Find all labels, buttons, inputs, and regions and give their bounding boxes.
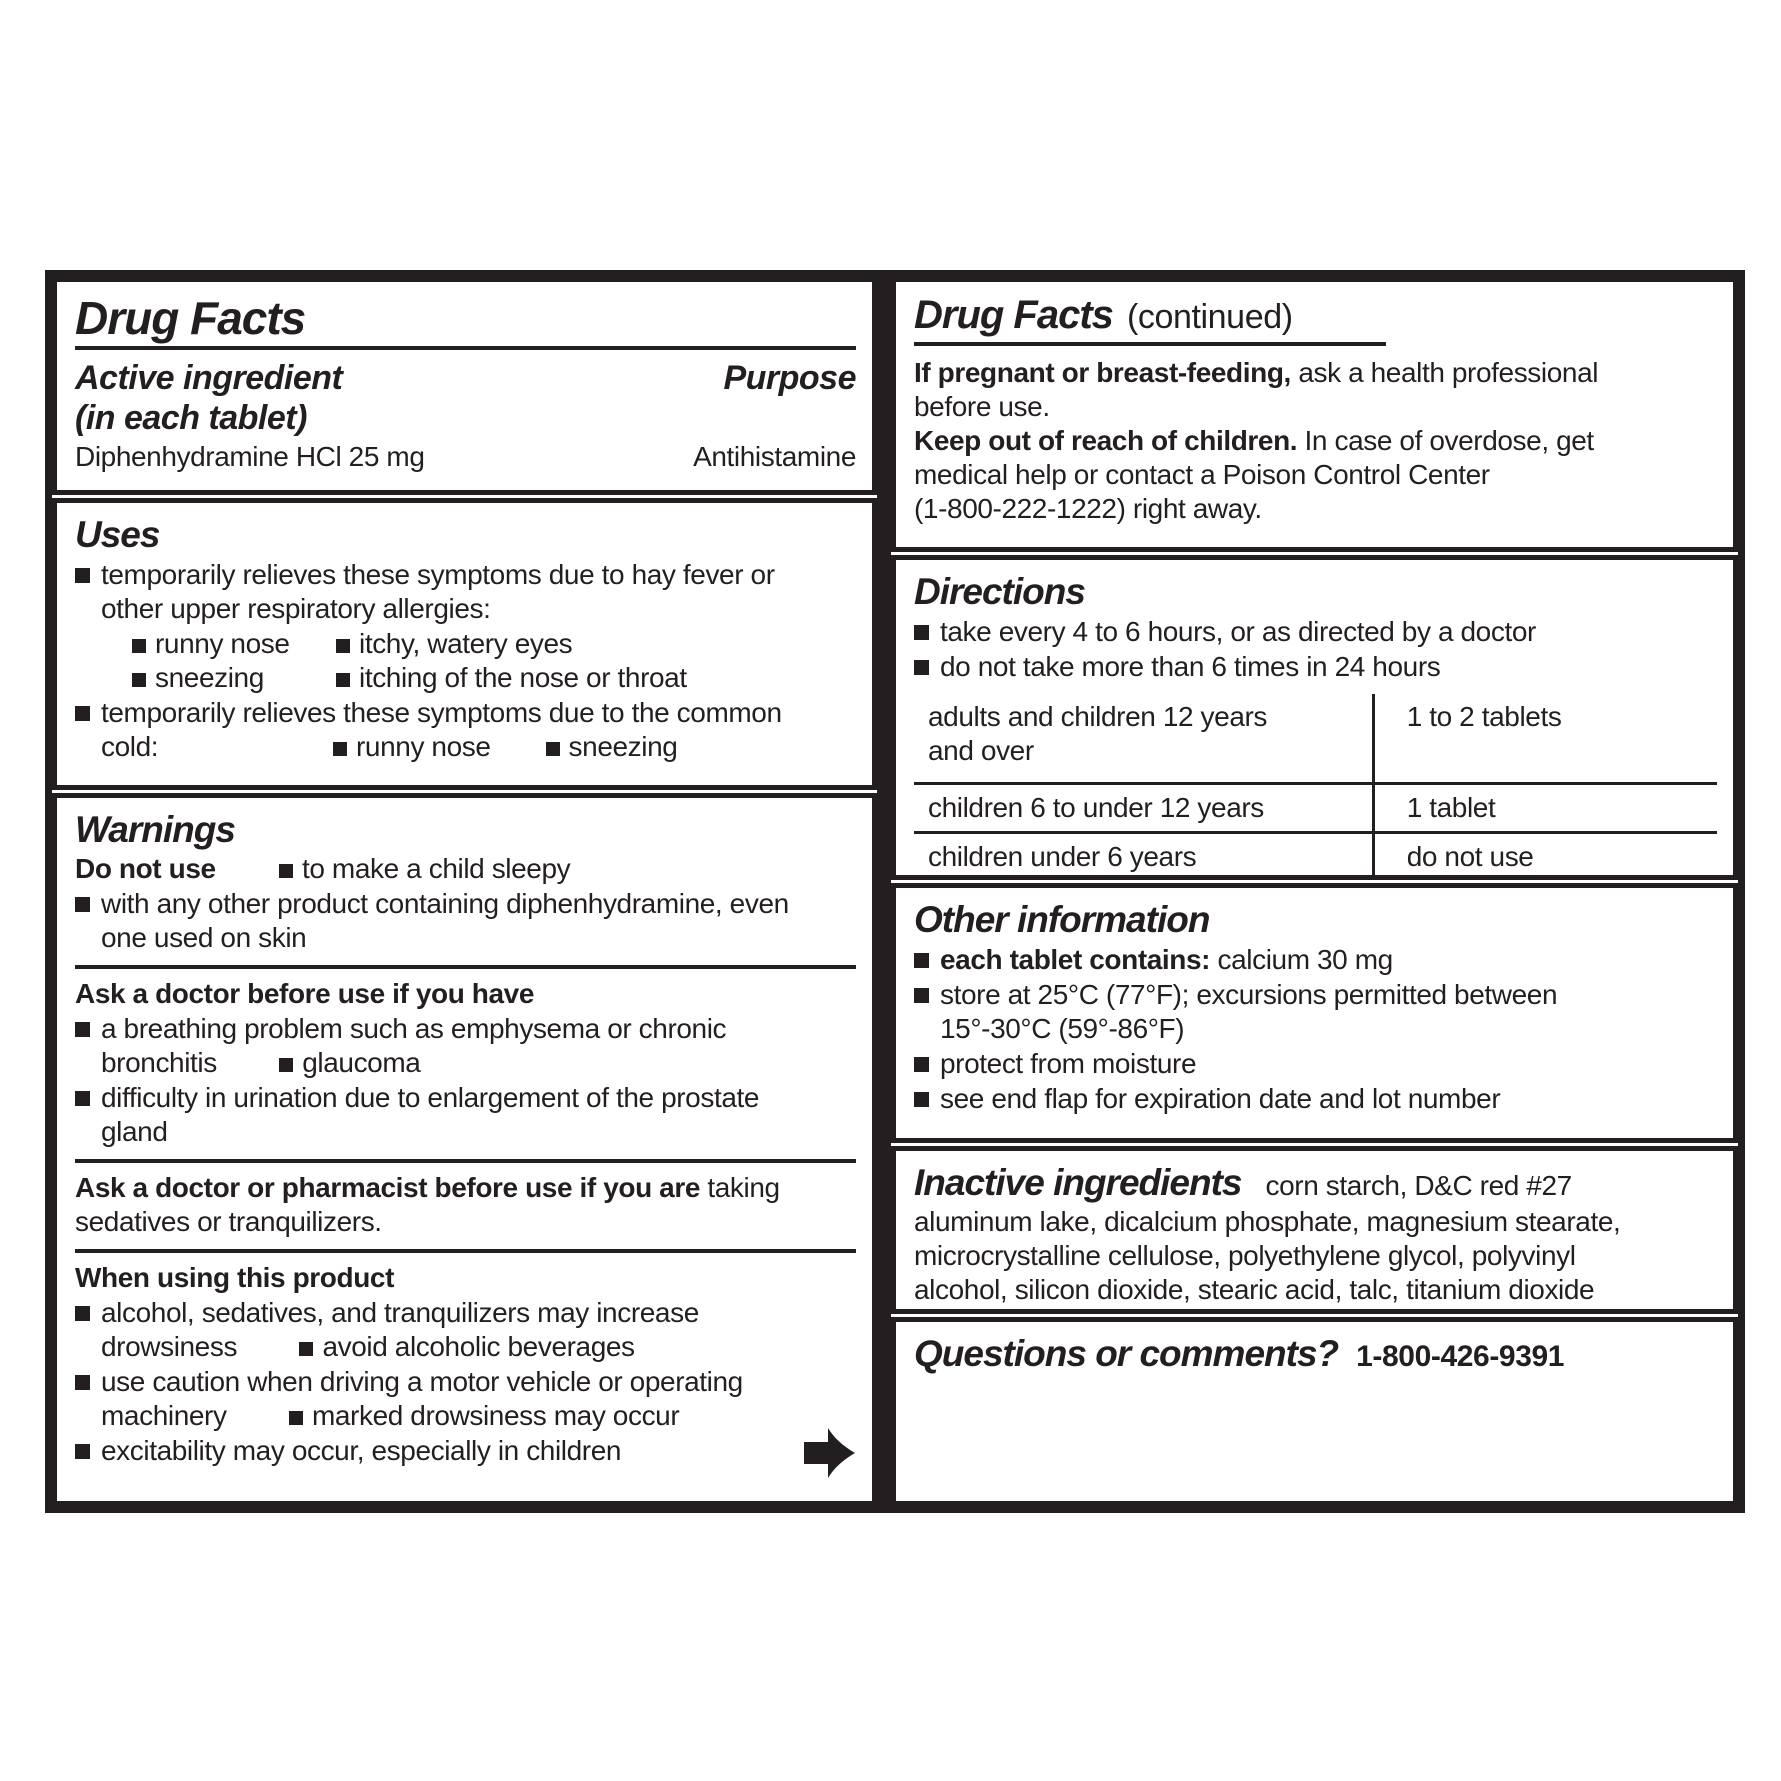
- bullet-square-icon: [546, 742, 560, 756]
- warnings-divider: [75, 1249, 856, 1253]
- pharmacist-paragraph: [75, 1171, 856, 1239]
- keep-out-line3: (1-800-222-1222) right away.: [914, 493, 1262, 524]
- do-not-use-row: [75, 852, 856, 886]
- uses-heading: Uses: [75, 514, 160, 555]
- when-using-bullet-1: [75, 1296, 856, 1364]
- table-row: [914, 694, 1717, 782]
- bullet-square-icon: [75, 568, 90, 583]
- purpose-heading: Purpose: [723, 359, 856, 397]
- other-information-section: [891, 883, 1738, 1143]
- other-info-bullet-2: [914, 978, 1717, 1046]
- bullet-square-icon: [75, 897, 90, 912]
- uses-bullet-2: [75, 696, 856, 764]
- inactive-ingredients-heading: Inactive ingredients: [914, 1162, 1242, 1203]
- inactive-ingredients-line3: microcrystalline cellulose, polyethylene glycol, polyvinyl: [914, 1240, 1576, 1271]
- bullet-square-icon: [336, 673, 350, 687]
- pregnant-warning-line2: before use.: [914, 391, 1050, 422]
- other-info-bullet-3: [914, 1047, 1717, 1081]
- bullet-square-icon: [333, 742, 347, 756]
- bullet-square-icon: [75, 1091, 90, 1106]
- warnings-heading: Warnings: [75, 809, 235, 850]
- bullet-square-icon: [75, 1375, 90, 1390]
- when-using-bullet-2-line1: use caution when driving a motor vehicle or operating: [101, 1366, 743, 1397]
- other-info-bullet-4: [914, 1082, 1717, 1116]
- active-ingredient-value: Diphenhydramine HCl 25 mg: [75, 441, 425, 472]
- uses-bullet-1-line2: other upper respiratory allergies:: [101, 593, 491, 624]
- when-using-bullet-1-line1: alcohol, sedatives, and tranquilizers may increase: [101, 1297, 699, 1328]
- do-not-use-bullet-1: to make a child sleepy: [302, 853, 571, 884]
- inactive-ingredients-section: [891, 1146, 1738, 1314]
- bullet-square-icon: [75, 1306, 90, 1321]
- each-tablet-contains-label: each tablet contains:: [940, 944, 1211, 975]
- active-ingredient-section: [52, 277, 877, 495]
- table-row: [914, 831, 1717, 880]
- directions-bullet-1: [914, 615, 1717, 649]
- ask-doctor-bullet-2: [75, 1081, 856, 1149]
- do-not-use-label: Do not use: [75, 853, 216, 884]
- pharmacist-rest: taking: [700, 1172, 780, 1203]
- bullet-square-icon: [132, 639, 146, 653]
- ask-doctor-bullet-1-line1: a breathing problem such as emphysema or chronic: [101, 1013, 727, 1044]
- when-using-heading: When using this product: [75, 1262, 394, 1293]
- dose-row1-amount: 1 to 2 tablets: [1372, 694, 1717, 782]
- avoid-alcohol-bullet: avoid alcoholic beverages: [322, 1331, 635, 1362]
- title-rule: [75, 346, 856, 350]
- directions-bullet-1-text: take every 4 to 6 hours, or as directed by a doctor: [940, 616, 1536, 647]
- keep-out-line2: medical help or contact a Poison Control Center: [914, 459, 1490, 490]
- uses-cold-label: cold:: [101, 731, 159, 762]
- do-not-use-bullet-2-line2: one used on skin: [101, 922, 307, 953]
- warnings-divider: [75, 965, 856, 969]
- directions-heading: Directions: [914, 571, 1085, 612]
- pregnant-warning-bold: If pregnant or breast-feeding,: [914, 357, 1291, 388]
- inactive-ingredients-line1: corn starch, D&C red #27: [1265, 1170, 1572, 1201]
- continue-arrow-icon: [804, 1426, 858, 1485]
- continued-suffix: (continued): [1126, 298, 1293, 336]
- bullet-square-icon: [914, 660, 929, 675]
- drug-facts-title: Drug Facts: [75, 292, 306, 344]
- questions-phone-number: 1-800-426-9391: [1356, 1340, 1565, 1373]
- purpose-value: Antihistamine: [693, 441, 856, 472]
- dose-row1-who-line2: and over: [928, 735, 1034, 766]
- ask-doctor-bullet-1: [75, 1012, 856, 1080]
- drug-facts-left-panel: [45, 270, 884, 1513]
- warnings-section: [52, 793, 877, 1506]
- bullet-square-icon: [75, 1022, 90, 1037]
- bullet-square-icon: [336, 639, 350, 653]
- bullet-square-icon: [299, 1342, 313, 1356]
- do-not-use-bullet-2-line1: with any other product containing diphenhydramine, even: [101, 888, 789, 919]
- when-using-bullet-2: [75, 1365, 856, 1433]
- uses-bullet-1: [75, 558, 856, 626]
- when-using-bullet-3-text: excitability may occur, especially in children: [101, 1435, 622, 1466]
- ask-doctor-bullet-2-line1: difficulty in urination due to enlargement of the prostate: [101, 1082, 760, 1113]
- expiration-text: see end flap for expiration date and lot number: [940, 1083, 1501, 1114]
- dose-row2-amount: 1 tablet: [1372, 785, 1717, 831]
- dose-row3-who: children under 6 years: [928, 841, 1197, 872]
- continued-title-rule: [914, 342, 1386, 346]
- active-ingredient-heading: Active ingredient: [75, 359, 343, 397]
- storage-line2: 15°-30°C (59°-86°F): [940, 1013, 1185, 1044]
- dose-row3-amount: do not use: [1372, 834, 1717, 880]
- table-row: [914, 782, 1717, 831]
- bullet-square-icon: [279, 864, 293, 878]
- symptom-itching-nose-throat: itching of the nose or throat: [359, 662, 687, 693]
- warnings-divider: [75, 1159, 856, 1163]
- directions-section: [891, 555, 1738, 880]
- keep-out-rest: In case of overdose, get: [1297, 425, 1594, 456]
- directions-bullet-2-text: do not take more than 6 times in 24 hours: [940, 651, 1441, 682]
- uses-bullet-2-line1: temporarily relieves these symptoms due to the common: [101, 697, 782, 728]
- active-ingredient-subheading: (in each tablet): [75, 399, 307, 437]
- cold-symptom-sneezing: sneezing: [568, 731, 678, 762]
- bullet-square-icon: [914, 988, 929, 1003]
- each-tablet-contains-value: calcium 30 mg: [1210, 944, 1393, 975]
- questions-section: [891, 1317, 1738, 1506]
- bullet-square-icon: [914, 625, 929, 640]
- ask-doctor-bullet-1-line2: bronchitis: [101, 1047, 217, 1078]
- storage-line1: store at 25°C (77°F); excursions permitted between: [940, 979, 1558, 1010]
- cold-symptom-runny-nose: runny nose: [356, 731, 491, 762]
- inactive-ingredients-line4: alcohol, silicon dioxide, stearic acid, talc, titanium dioxide: [914, 1274, 1595, 1305]
- uses-symptom-grid: [132, 627, 856, 695]
- uses-section: [52, 498, 877, 790]
- bullet-square-icon: [914, 1092, 929, 1107]
- questions-heading: Questions or comments?: [914, 1333, 1339, 1374]
- dosage-table: [914, 694, 1717, 880]
- bullet-square-icon: [289, 1411, 303, 1425]
- symptom-sneezing: sneezing: [155, 662, 264, 693]
- bullet-square-icon: [279, 1058, 293, 1072]
- dose-row2-who: children 6 to under 12 years: [928, 792, 1264, 823]
- when-using-bullet-3: [75, 1434, 856, 1468]
- pregnant-warning: [914, 356, 1717, 424]
- drug-facts-continued-title: Drug Facts: [914, 293, 1113, 337]
- directions-bullet-2: [914, 650, 1717, 684]
- drug-facts-right-panel: [884, 270, 1745, 1513]
- keep-out-bold: Keep out of reach of children.: [914, 425, 1298, 456]
- other-info-bullet-1: [914, 943, 1717, 977]
- ask-doctor-bullet-2-line2: gland: [101, 1116, 168, 1147]
- ask-doctor-heading: Ask a doctor before use if you have: [75, 978, 535, 1009]
- bullet-square-icon: [75, 1444, 90, 1459]
- protect-moisture-text: protect from moisture: [940, 1048, 1197, 1079]
- do-not-use-bullet-2: [75, 887, 856, 955]
- when-using-bullet-1-line2: drowsiness: [101, 1331, 238, 1362]
- marked-drowsiness-bullet: marked drowsiness may occur: [311, 1400, 680, 1431]
- bullet-square-icon: [914, 953, 929, 968]
- dose-row1-who: adults and children 12 years: [928, 701, 1268, 732]
- continued-header-section: [891, 277, 1738, 552]
- when-using-bullet-2-line2: machinery: [101, 1400, 227, 1431]
- inactive-ingredients-line2: aluminum lake, dicalcium phosphate, magnesium stearate,: [914, 1206, 1621, 1237]
- uses-bullet-1-line1: temporarily relieves these symptoms due to hay fever or: [101, 559, 775, 590]
- pregnant-warning-rest: ask a health professional: [1290, 357, 1599, 388]
- pharmacist-heading: Ask a doctor or pharmacist before use if you are: [75, 1172, 700, 1203]
- bullet-square-icon: [75, 706, 90, 721]
- symptom-itchy-eyes: itchy, watery eyes: [359, 628, 573, 659]
- keep-out-of-reach-warning: [914, 424, 1717, 526]
- symptom-runny-nose: runny nose: [155, 628, 290, 659]
- other-information-heading: Other information: [914, 899, 1210, 940]
- bullet-square-icon: [132, 673, 146, 687]
- glaucoma-bullet: glaucoma: [302, 1047, 421, 1078]
- pharmacist-line2: sedatives or tranquilizers.: [75, 1206, 382, 1237]
- bullet-square-icon: [914, 1057, 929, 1072]
